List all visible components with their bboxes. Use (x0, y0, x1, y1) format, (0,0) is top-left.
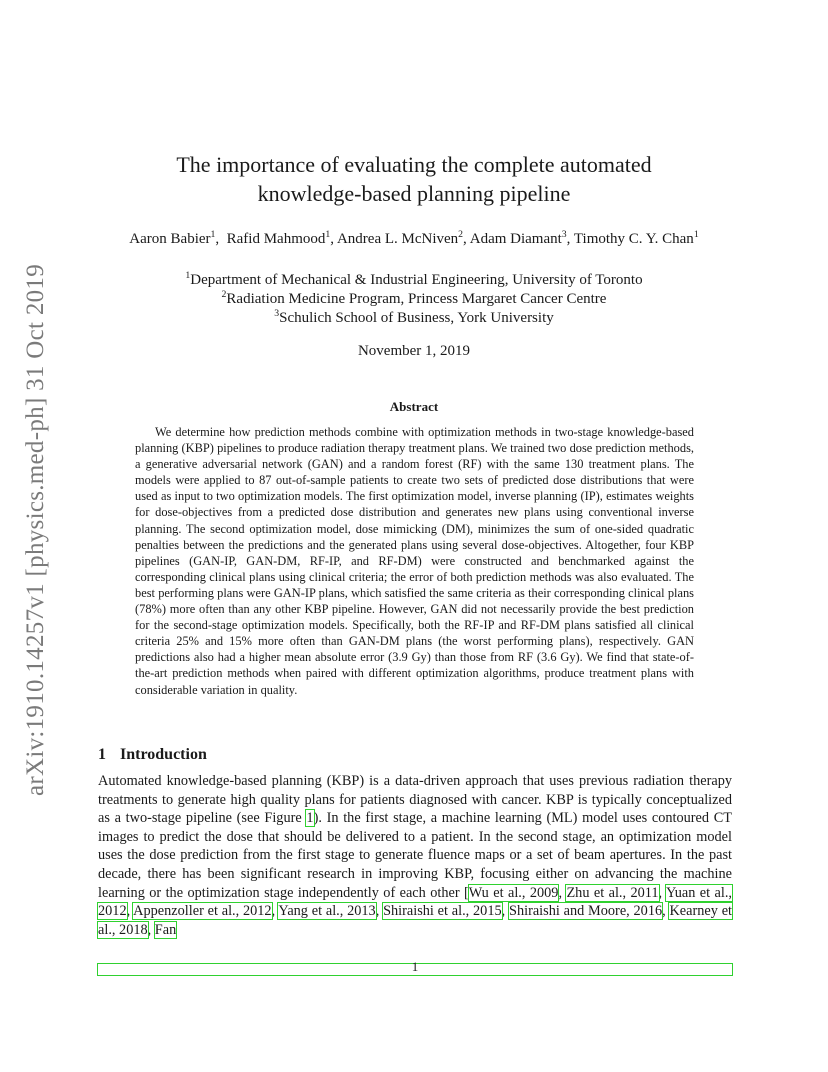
affiliation: $^1$Department of Mechanical & Industrial Engineering, University of Toronto (185, 270, 643, 288)
paper-title (100, 150, 728, 208)
author: Adam Diamant$^3$ (469, 229, 567, 247)
citation-link[interactable]: Appenzoller et al., 2012 (133, 903, 272, 920)
citation-link[interactable]: Yang et al., 2013 (278, 903, 376, 920)
affiliation-list (96, 271, 732, 328)
figure-link[interactable]: 1 (306, 810, 314, 827)
author: Rafid Mahmood$^1$ (226, 229, 331, 247)
author: Aaron Babier$^1$ (129, 229, 216, 247)
affiliation: $^3$Schulich School of Business, York University (274, 308, 554, 326)
section-number: 1 (98, 746, 106, 763)
arxiv-identifier: arXiv:1910.14257v1 [physics.med-ph] 31 Oct 2019 (22, 263, 49, 797)
citation-link[interactable]: Shiraishi and Moore, 2016 (509, 903, 663, 920)
author: Timothy C. Y. Chan$^1$ (573, 229, 699, 247)
citation-link[interactable]: Fan (154, 921, 177, 938)
section-title: Introduction (120, 746, 207, 763)
citation-link[interactable]: Zhu et al., 2011 (566, 884, 659, 901)
affiliation: $^2$Radiation Medicine Program, Princess Margaret Cancer Centre (221, 289, 607, 307)
citation-link[interactable]: Kearney et al., 2018 (98, 903, 733, 938)
abstract-heading: Abstract (389, 399, 439, 414)
title-line-1: The importance of evaluating the complete automated (176, 152, 652, 177)
intro-paragraph: Automated knowledge-based planning (KBP) is a data-driven approach that uses previous radiation therapy treatments to generate high quality plans for patients diagnosed with cancer. KBP is typically conceptualized as a two-stage pipeline (see Figure 1). In the first stage, a machine learning (ML) model uses contoured CT images to predict the dose that should be delivered to a patient. In the second stage, an optimization model uses the dose prediction from the first stage to generate fluence maps or a set of beam apertures. In the past decade, there has been significant research in improving KBP, focusing either on advancing the machine learning or the optimization stage independently of each other [Wu et al., 2009, Zhu et al., 2011, Yuan et al., 2012, Appenzoller et al., 2012, Yang et al., 2013, Shiraishi et al., 2015, Shiraishi and Moore, 2016, Kearney et al., 2018, Fan (98, 773, 733, 938)
section-heading (98, 746, 207, 764)
abstract-body: We determine how prediction methods combine with optimization methods in two-stage knowledge-based planning (KBP) pipelines to produce radiation therapy treatment plans. We trained two dose prediction methods, a generative adversarial network (GAN) and a random forest (RF) with the same 130 treatment plans. The models were applied to 87 out-of-sample patients to create two sets of predicted dose distributions that were used as input to two optimization models. The first optimization model, inverse planning (IP), estimates weights for dose-objectives from a predicted dose distribution and generates new plans using conventional inverse planning. The second optimization model, dose mimicking (DM), minimizes the sum of one-sided quadratic penalties between the predictions and the generated plans using several dose-objectives. Altogether, four KBP pipelines (GAN-IP, GAN-DM, RF-IP, and RF-DM) were constructed and benchmarked against the corresponding clinical plans using clinical criteria; the error of both prediction methods was also evaluated. The best performing plans were GAN-IP plans, which satisfied the same criteria as their corresponding clinical plans (78%) more often than any other KBP pipeline. However, GAN did not necessarily provide the best prediction for the second-stage optimization models. Specifically, both the RF-IP and RF-DM plans satisfied all clinical criteria 25% and 15% more often than GAN-DM plans (the worst performing plans), respectively. GAN predictions also had a higher mean absolute error (3.9 Gy) than those from RF (3.6 Gy). We find that state-of-the-art prediction methods when paired with different optimization algorithms, produce treatment plans with considerable variation in quality. (135, 425, 694, 697)
author-list: Aaron Babier$^1$, Rafid Mahmood$^1$, Andrea L. McNiven$^2$, Adam Diamant$^3$, Timothy C. Y. Chan$^1$ (129, 229, 699, 247)
citation-link[interactable]: Shiraishi et al., 2015 (383, 903, 502, 920)
publication-date: November 1, 2019 (357, 343, 471, 359)
author: Andrea L. McNiven$^2$ (336, 229, 464, 247)
title-line-2: knowledge-based planning pipeline (257, 181, 571, 206)
arxiv-sidebar (16, 240, 56, 820)
citation-link[interactable]: Yuan et al., 2012 (98, 884, 732, 920)
page-number: 1 (411, 959, 419, 974)
citation-link[interactable]: Wu et al., 2009 (468, 884, 559, 901)
